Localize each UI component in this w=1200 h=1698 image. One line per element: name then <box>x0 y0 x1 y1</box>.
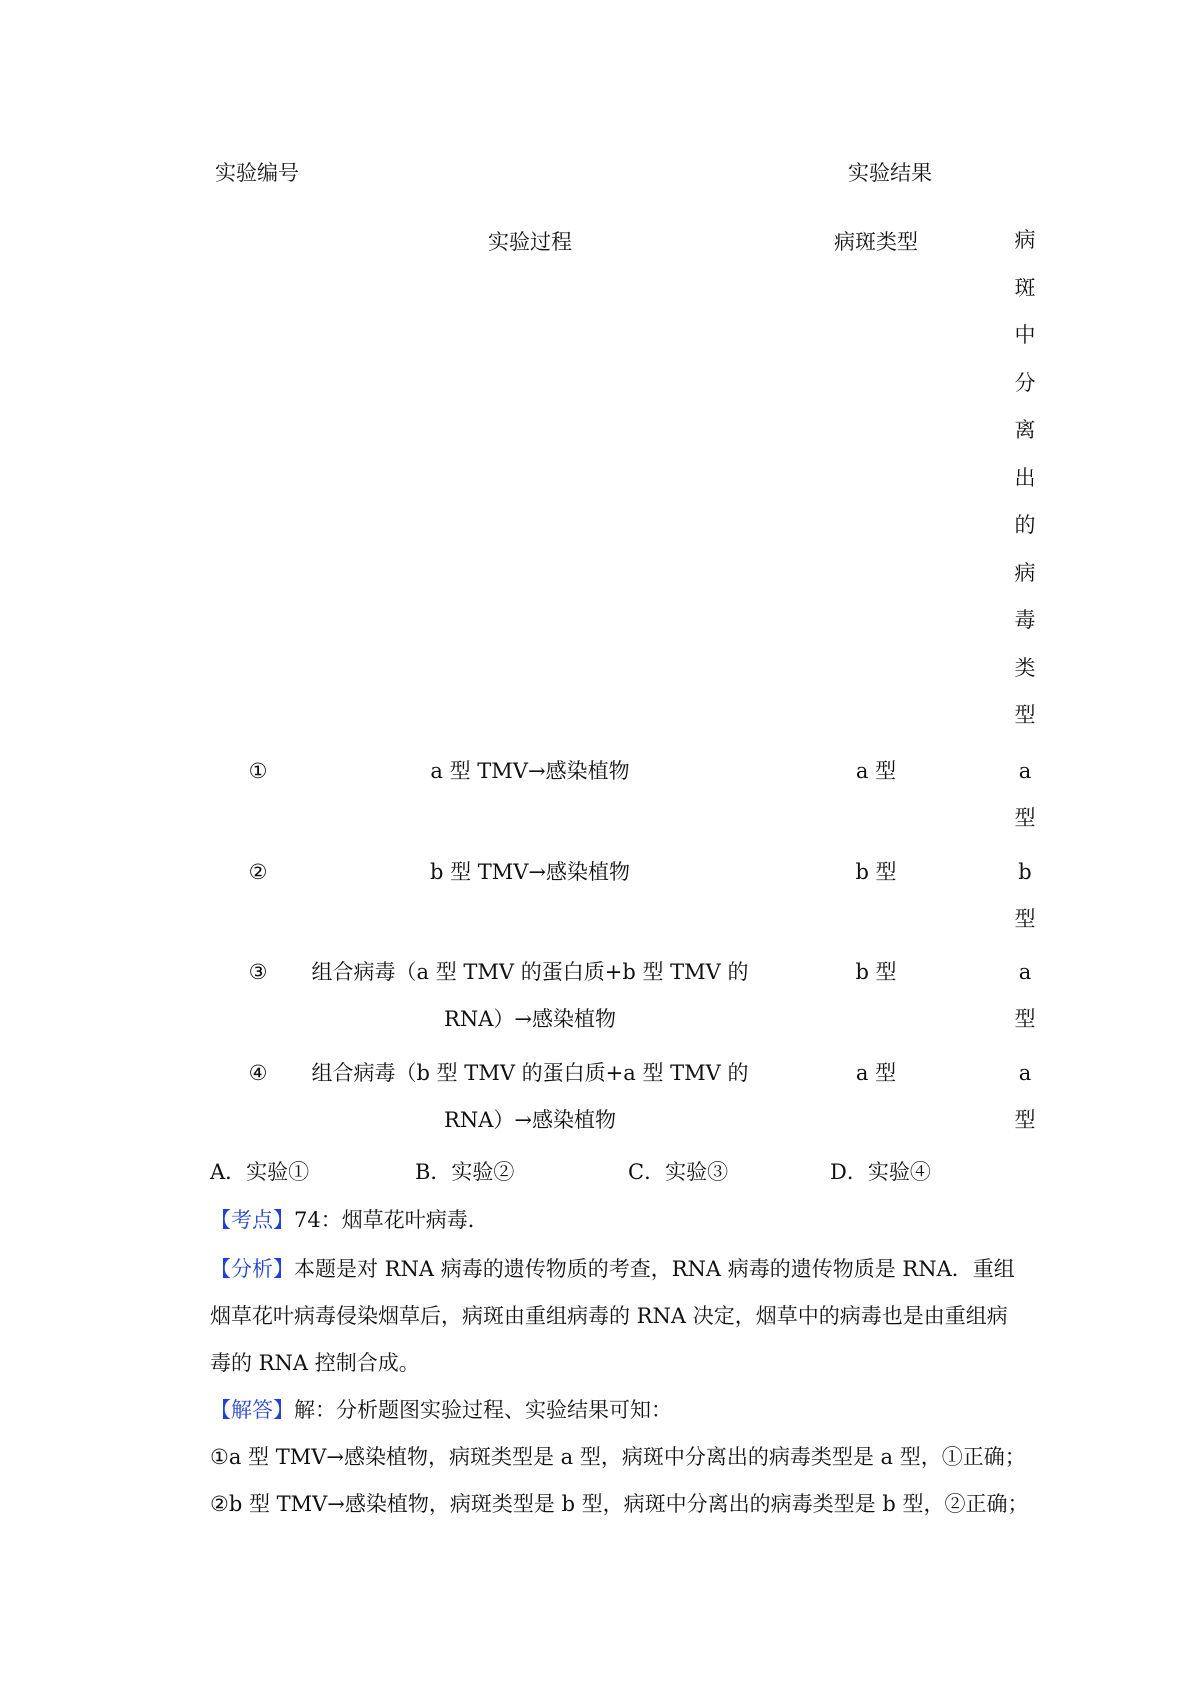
header-virus-type-vertical: 病 斑 中 分 离 出 的 病 毒 类 型 <box>1014 228 1036 727</box>
row-process: 组合病毒（b 型 TMV 的蛋白质+a 型 TMV 的 <box>311 1061 749 1085</box>
row-number: ① <box>248 759 268 783</box>
row-number: ② <box>248 860 268 884</box>
header-experiment-result: 实验结果 <box>848 161 932 185</box>
kaodian-text: 74：烟草花叶病毒． <box>294 1208 489 1232</box>
row-process-line2: RNA）→感染植物 <box>444 1108 616 1132</box>
row-spot-type: b 型 <box>855 960 897 984</box>
kaodian-label: 【考点】 <box>210 1208 294 1232</box>
fenxi-label: 【分析】 <box>210 1257 294 1281</box>
jieda-label: 【解答】 <box>210 1398 294 1422</box>
row-process: a 型 TMV→感染植物 <box>430 759 630 783</box>
row-spot-type: a 型 <box>855 759 897 783</box>
jieda-line <box>210 1400 672 1421</box>
row-process: b 型 TMV→感染植物 <box>429 860 631 884</box>
row-number: ④ <box>248 1061 268 1085</box>
header-experiment-process: 实验过程 <box>488 230 572 254</box>
fenxi-text: 本题是对 RNA 病毒的遗传物质的考查，RNA 病毒的遗传物质是 RNA．重组烟草花叶病毒侵染烟草后，病斑由重组病毒的 RNA 决定，烟草中的病毒也是由重组病毒的 RNA 控制合成。 <box>210 1257 1015 1375</box>
kaodian-line <box>210 1210 489 1231</box>
option-b: B．实验② <box>415 1160 515 1184</box>
option-c: C．实验③ <box>628 1160 729 1184</box>
row-spot-type: b 型 <box>855 860 897 884</box>
row-process-line2: RNA）→感染植物 <box>444 1007 616 1031</box>
option-a: A．实验① <box>210 1160 310 1184</box>
row-number: ③ <box>248 960 268 984</box>
option-d: D．实验④ <box>830 1160 931 1184</box>
row-virus-type: a 型 <box>1014 960 1036 1031</box>
row-virus-type: a 型 <box>1014 759 1036 830</box>
header-experiment-number: 实验编号 <box>215 161 299 185</box>
answer-line-2: ②b 型 TMV→感染植物，病斑类型是 b 型，病斑中分离出的病毒类型是 b 型，②正确； <box>210 1492 1029 1516</box>
row-virus-type: b 型 <box>1014 860 1036 931</box>
row-process: 组合病毒（a 型 TMV 的蛋白质+b 型 TMV 的 <box>311 960 749 984</box>
answer-line-1: ①a 型 TMV→感染植物，病斑类型是 a 型，病斑中分离出的病毒类型是 a 型，①正确； <box>210 1445 1026 1469</box>
header-spot-type: 病斑类型 <box>834 230 918 254</box>
row-spot-type: a 型 <box>855 1061 897 1085</box>
jieda-text: 解：分析题图实验过程、实验结果可知： <box>294 1398 672 1422</box>
row-virus-type: a 型 <box>1014 1061 1036 1132</box>
fenxi-paragraph <box>210 1246 1025 1387</box>
